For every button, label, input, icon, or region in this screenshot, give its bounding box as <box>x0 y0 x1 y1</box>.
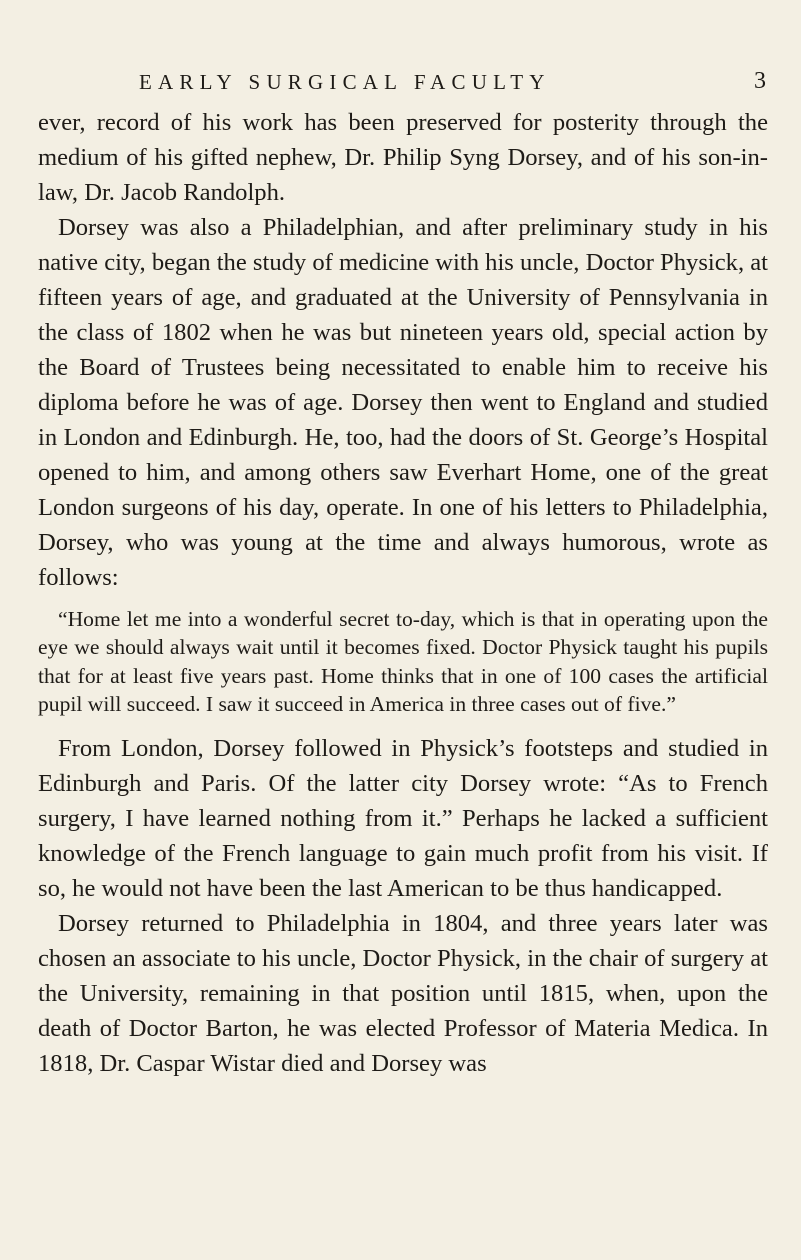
paragraph-dorsey-biography: Dorsey was also a Philadelphian, and after preliminary study in his native city, began the study of medicine with his uncle, Doctor Physick, at fifteen years of age, and graduated at the University of Pennsylvania in the class of 1802 when he was but nineteen years old, special action by the Board of Trustees being necessitated to enable him to receive his diploma before he was of age. Dorsey then went to England and studied in London and Edinburgh. He, too, had the doors of St. George’s Hospital opened to him, and among others saw Everhart Home, one of the great London surgeons of his day, operate. In one of his letters to Philadelphia, Dorsey, who was young at the time and always humorous, wrote as follows: <box>38 214 768 591</box>
running-title: EARLY SURGICAL FACULTY <box>139 70 551 94</box>
paragraph-return-philadelphia: Dorsey returned to Philadelphia in 1804, and three years later was chosen an associate to his uncle, Doctor Physick, in the chair of surgery at the University, remaining in that position until 1815, when, upon the death of Doctor Barton, he was elected Professor of Materia Medica. In 1818, Dr. Caspar Wistar died and Dorsey was <box>38 909 768 1077</box>
paragraph-london-paris: From London, Dorsey followed in Physick’s footsteps and studied in Edinburgh and Paris. Of the latter city Dorsey wrote: “As to French surgery, I have learned nothing from it.” Perhaps he lacked a sufficient knowledge of the French language to gain much profit from his visit. If so, he would not have been the last American to be thus handicapped. <box>38 734 768 902</box>
paragraph-continuation: ever, record of his work has been preserved for posterity through the medium of his gifted nephew, Dr. Philip Syng Dorsey, and of his son-in-law, Dr. Jacob Randolph. <box>38 109 768 206</box>
running-header <box>36 70 766 102</box>
body-text <box>38 105 768 1081</box>
page-number: 3 <box>754 68 766 94</box>
block-quote-letter: “Home let me into a wonderful secret to-day, which is that in operating upon the eye we should always wait until it becomes fixed. Doctor Physick taught his pupils that for at least five years past. Home thinks that in one of 100 cases the artificial pupil will succeed. I saw it succeed in America in three cases out of five.” <box>38 607 768 717</box>
